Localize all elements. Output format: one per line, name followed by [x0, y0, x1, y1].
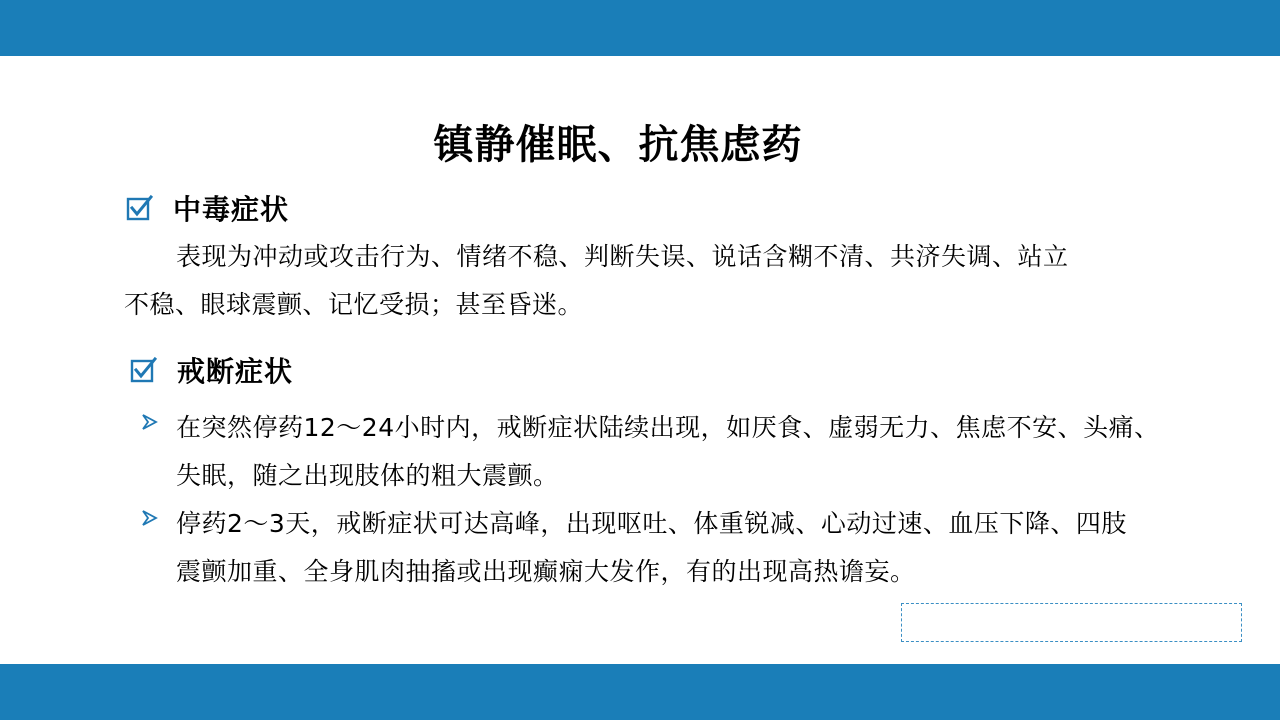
arrow-bullet-icon [140, 508, 160, 528]
section-heading-withdrawal [129, 350, 293, 390]
checkbox-checked-icon [125, 194, 153, 222]
slide-title: 镇静催眠、抗焦虑药 [433, 121, 803, 168]
empty-text-placeholder[interactable] [901, 603, 1242, 642]
paragraph-line: 表现为冲动或攻击行为、情绪不稳、判断失误、说话含糊不清、共济失调、站立 [176, 242, 1069, 271]
list-item-line: 在突然停药12～24小时内，戒断症状陆续出现，如厌食、虚弱无力、焦虑不安、头痛、 [176, 413, 1160, 442]
section-heading-poisoning [125, 188, 289, 228]
section-heading-label: 中毒症状 [173, 193, 290, 226]
top-band [0, 0, 1280, 56]
paragraph-line: 不稳、眼球震颤、记忆受损；甚至昏迷。 [124, 290, 584, 319]
checkbox-checked-icon [129, 356, 157, 384]
poisoning-description [124, 233, 1124, 329]
list-item-text [176, 404, 1186, 500]
list-item-line: 震颤加重、全身肌肉抽搐或出现癫痫大发作，有的出现高热谵妄。 [176, 557, 916, 586]
arrow-bullet-icon [140, 412, 160, 432]
bottom-band [0, 664, 1280, 720]
section-heading-label: 戒断症状 [177, 355, 294, 388]
list-item-line: 停药2～3天，戒断症状可达高峰，出现呕吐、体重锐减、心动过速、血压下降、四肢 [176, 509, 1127, 538]
list-item-text [176, 500, 1186, 596]
list-item-line: 失眠，随之出现肢体的粗大震颤。 [176, 461, 559, 490]
